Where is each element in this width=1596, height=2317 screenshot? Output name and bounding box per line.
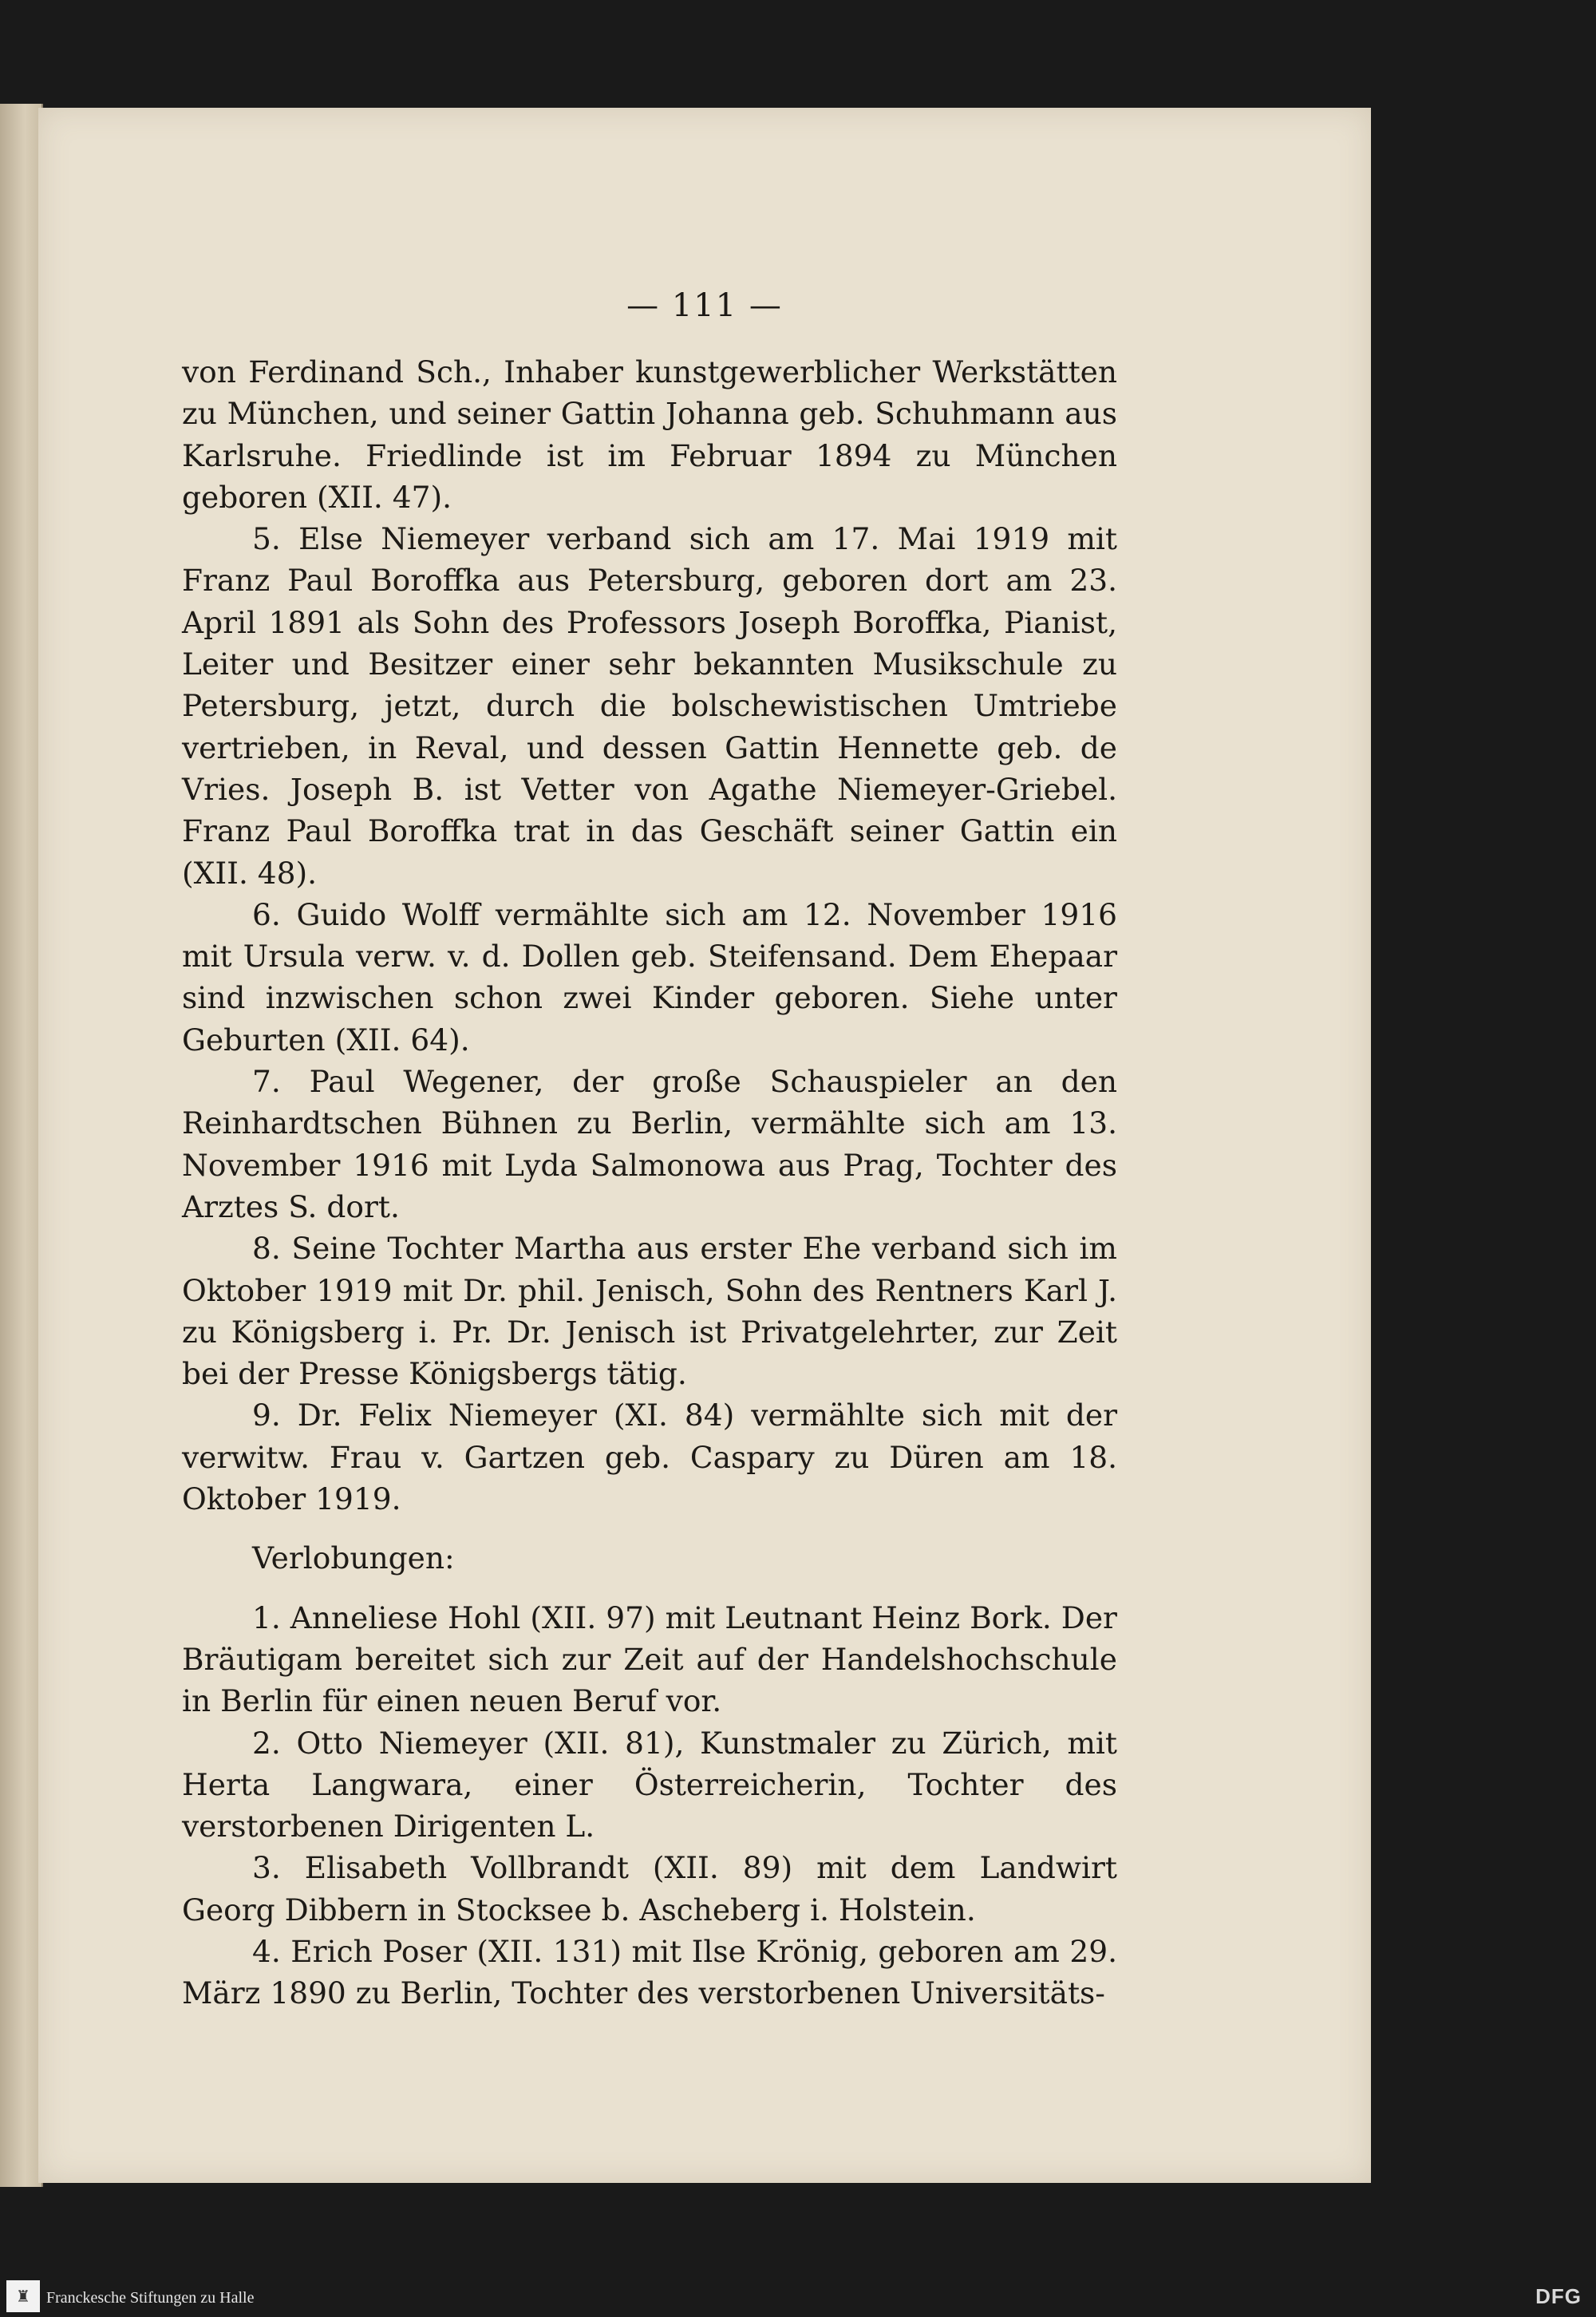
paragraph-marriage-6: 6. Guido Wolff vermählte sich am 12. November 1916 mit Ursula verw. v. d. Dollen geb. Steifensand. Dem Ehepaar sind inzwischen schon zwei Kinder geboren. Siehe unter Geburten (XII. 64). — [182, 896, 1117, 1058]
paragraph-engagement-2: 2. Otto Niemeyer (XII. 81), Kunstmaler zu Zürich, mit Herta Langwara, einer Österreicherin, Tochter des verstorbenen Dirigenten L. — [182, 1725, 1117, 1845]
page-text — [182, 351, 1117, 2015]
section-heading-verlobungen: Verlobungen: — [252, 1540, 455, 1576]
foundation-logo-icon: ♜ — [6, 2280, 40, 2312]
book-page — [38, 108, 1371, 2183]
paragraph-engagement-1: 1. Anneliese Hohl (XII. 97) mit Leutnant Heinz Bork. Der Bräutigam bereitet sich zur Zeit auf der Handelshochschule in Berlin für einen neuen Beruf vor. — [182, 1599, 1117, 1719]
paragraph-continuation: von Ferdinand Sch., Inhaber kunstgewerblicher Werkstätten zu München, und seiner Gattin Johanna geb. Schuhmann aus Karlsruhe. Friedlinde ist im Februar 1894 zu München geboren (XII. 47). — [182, 354, 1117, 515]
dfg-badge: DFG — [1535, 2284, 1582, 2308]
viewer-footer — [0, 2275, 1596, 2317]
paragraph-marriage-5: 5. Else Niemeyer verband sich am 17. Mai 1919 mit Franz Paul Boroffka aus Petersburg, geboren dort am 23. April 1891 als Sohn des Professors Joseph Boroffka, Pianist, Leiter und Besitzer einer sehr bekannten Musikschule zu Petersburg, jetzt, durch die bolschewistischen Umtriebe vertrieben, in Reval, und dessen Gattin Hennette geb. de Vries. Joseph B. ist Vetter von Agathe Niemeyer-Griebel. Franz Paul Boroffka trat in das Geschäft seiner Gattin ein (XII. 48). — [182, 521, 1117, 891]
footer-institution: Franckesche Stiftungen zu Halle — [46, 2289, 255, 2307]
paragraph-marriage-7: 7. Paul Wegener, der große Schauspieler an den Reinhardtschen Bühnen zu Berlin, vermählte sich am 13. November 1916 mit Lyda Salmonowa aus Prag, Tochter des Arztes S. dort. — [182, 1064, 1117, 1224]
facing-page-edge — [0, 104, 43, 2187]
paragraph-engagement-3: 3. Elisabeth Vollbrandt (XII. 89) mit dem Landwirt Georg Dibbern in Stocksee b. Ascheberg i. Holstein. — [182, 1850, 1117, 1928]
paragraph-marriage-9: 9. Dr. Felix Niemeyer (XI. 84) vermählte sich mit der verwitw. Frau v. Gartzen geb. Caspary zu Düren am 18. Oktober 1919. — [182, 1398, 1117, 1517]
paragraph-engagement-4: 4. Erich Poser (XII. 131) mit Ilse Krönig, geboren am 29. März 1890 zu Berlin, Tochter des verstorbenen Universitäts- — [182, 1933, 1117, 2011]
paragraph-marriage-8: 8. Seine Tochter Martha aus erster Ehe verband sich im Oktober 1919 mit Dr. phil. Jenisch, Sohn des Rentners Karl J. zu Königsberg i. Pr. Dr. Jenisch ist Privatgelehrter, zur Zeit bei der Presse Königsbergs tätig. — [182, 1231, 1117, 1392]
page-number: — 111 — — [626, 287, 783, 324]
